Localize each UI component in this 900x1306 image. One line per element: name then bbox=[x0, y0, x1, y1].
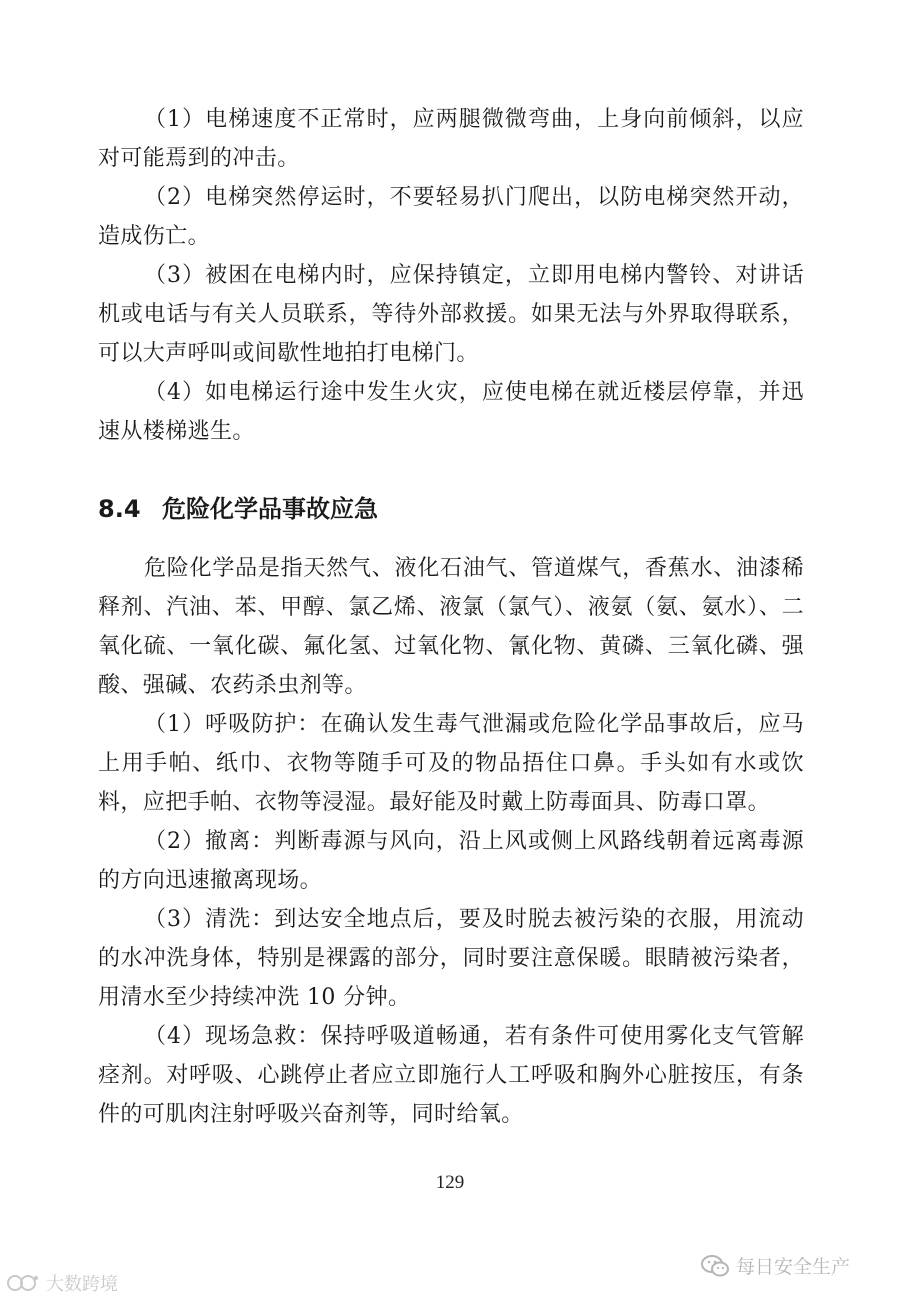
paragraph-chemicals-1: （1）呼吸防护：在确认发生毒气泄漏或危险化学品事故后，应马上用手帕、纸巾、衣物等随手可及的物品捂住口鼻。手头如有水或饮料，应把手帕、衣物等浸湿。最好能及时戴上防毒面具、防毒口罩。 bbox=[98, 712, 804, 815]
section-number: 8.4 bbox=[98, 495, 141, 523]
paragraph-elevator-3: （3）被困在电梯内时，应保持镇定，立即用电梯内警铃、对讲话机或电话与有关人员联系，等待外部救援。如果无法与外界取得联系，可以大声呼叫或间歇性地拍打电梯门。 bbox=[98, 263, 804, 366]
watermark-left-text: 大数跨境 bbox=[46, 1274, 118, 1295]
paragraph-elevator-4: （4）如电梯运行途中发生火灾，应使电梯在就近楼层停靠，并迅速从楼梯逃生。 bbox=[98, 380, 804, 444]
paragraph-chemicals-3: （3）清洗：到达安全地点后，要及时脱去被污染的衣服，用流动的水冲洗身体，特别是裸露的部分，同时要注意保暖。眼睛被污染者，用清水至少持续冲洗 10 分钟。 bbox=[98, 907, 804, 1010]
paragraph-elevator-1: （1）电梯速度不正常时，应两腿微微弯曲，上身向前倾斜，以应对可能焉到的冲击。 bbox=[98, 107, 804, 171]
watermark-left bbox=[6, 1270, 118, 1296]
paragraph-elevator-2: （2）电梯突然停运时，不要轻易扒门爬出，以防电梯突然开动，造成伤亡。 bbox=[98, 185, 804, 249]
paragraph-chemicals-2: （2）撤离：判断毒源与风向，沿上风或侧上风路线朝着远离毒源的方向迅速撤离现场。 bbox=[98, 829, 804, 893]
wechat-icon bbox=[700, 1253, 730, 1279]
brand-logo-icon bbox=[6, 1272, 40, 1294]
page-number: 129 bbox=[435, 1172, 465, 1193]
paragraph-chemicals-intro: 危险化学品是指天然气、液化石油气、管道煤气，香蕉水、油漆稀释剂、汽油、苯、甲醇、氯乙烯、液氯（氯气）、液氨（氨、氨水）、二氧化硫、一氧化碳、氟化氢、过氧化物、氰化物、黄磷、三氧化磷、强酸、强碱、农药杀虫剂等。 bbox=[98, 556, 804, 698]
paragraph-chemicals-4: （4）现场急救：保持呼吸道畅通，若有条件可使用雾化支气管解痉剂。对呼吸、心跳停止者应立即施行人工呼吸和胸外心脏按压，有条件的可肌肉注射呼吸兴奋剂等，同时给氧。 bbox=[98, 1024, 804, 1127]
section-heading bbox=[98, 489, 804, 529]
page-content bbox=[98, 100, 804, 1134]
watermark-right-text: 每日安全生产 bbox=[736, 1256, 851, 1278]
watermark-right bbox=[700, 1252, 850, 1279]
section-title: 危险化学品事故应急 bbox=[162, 495, 378, 523]
